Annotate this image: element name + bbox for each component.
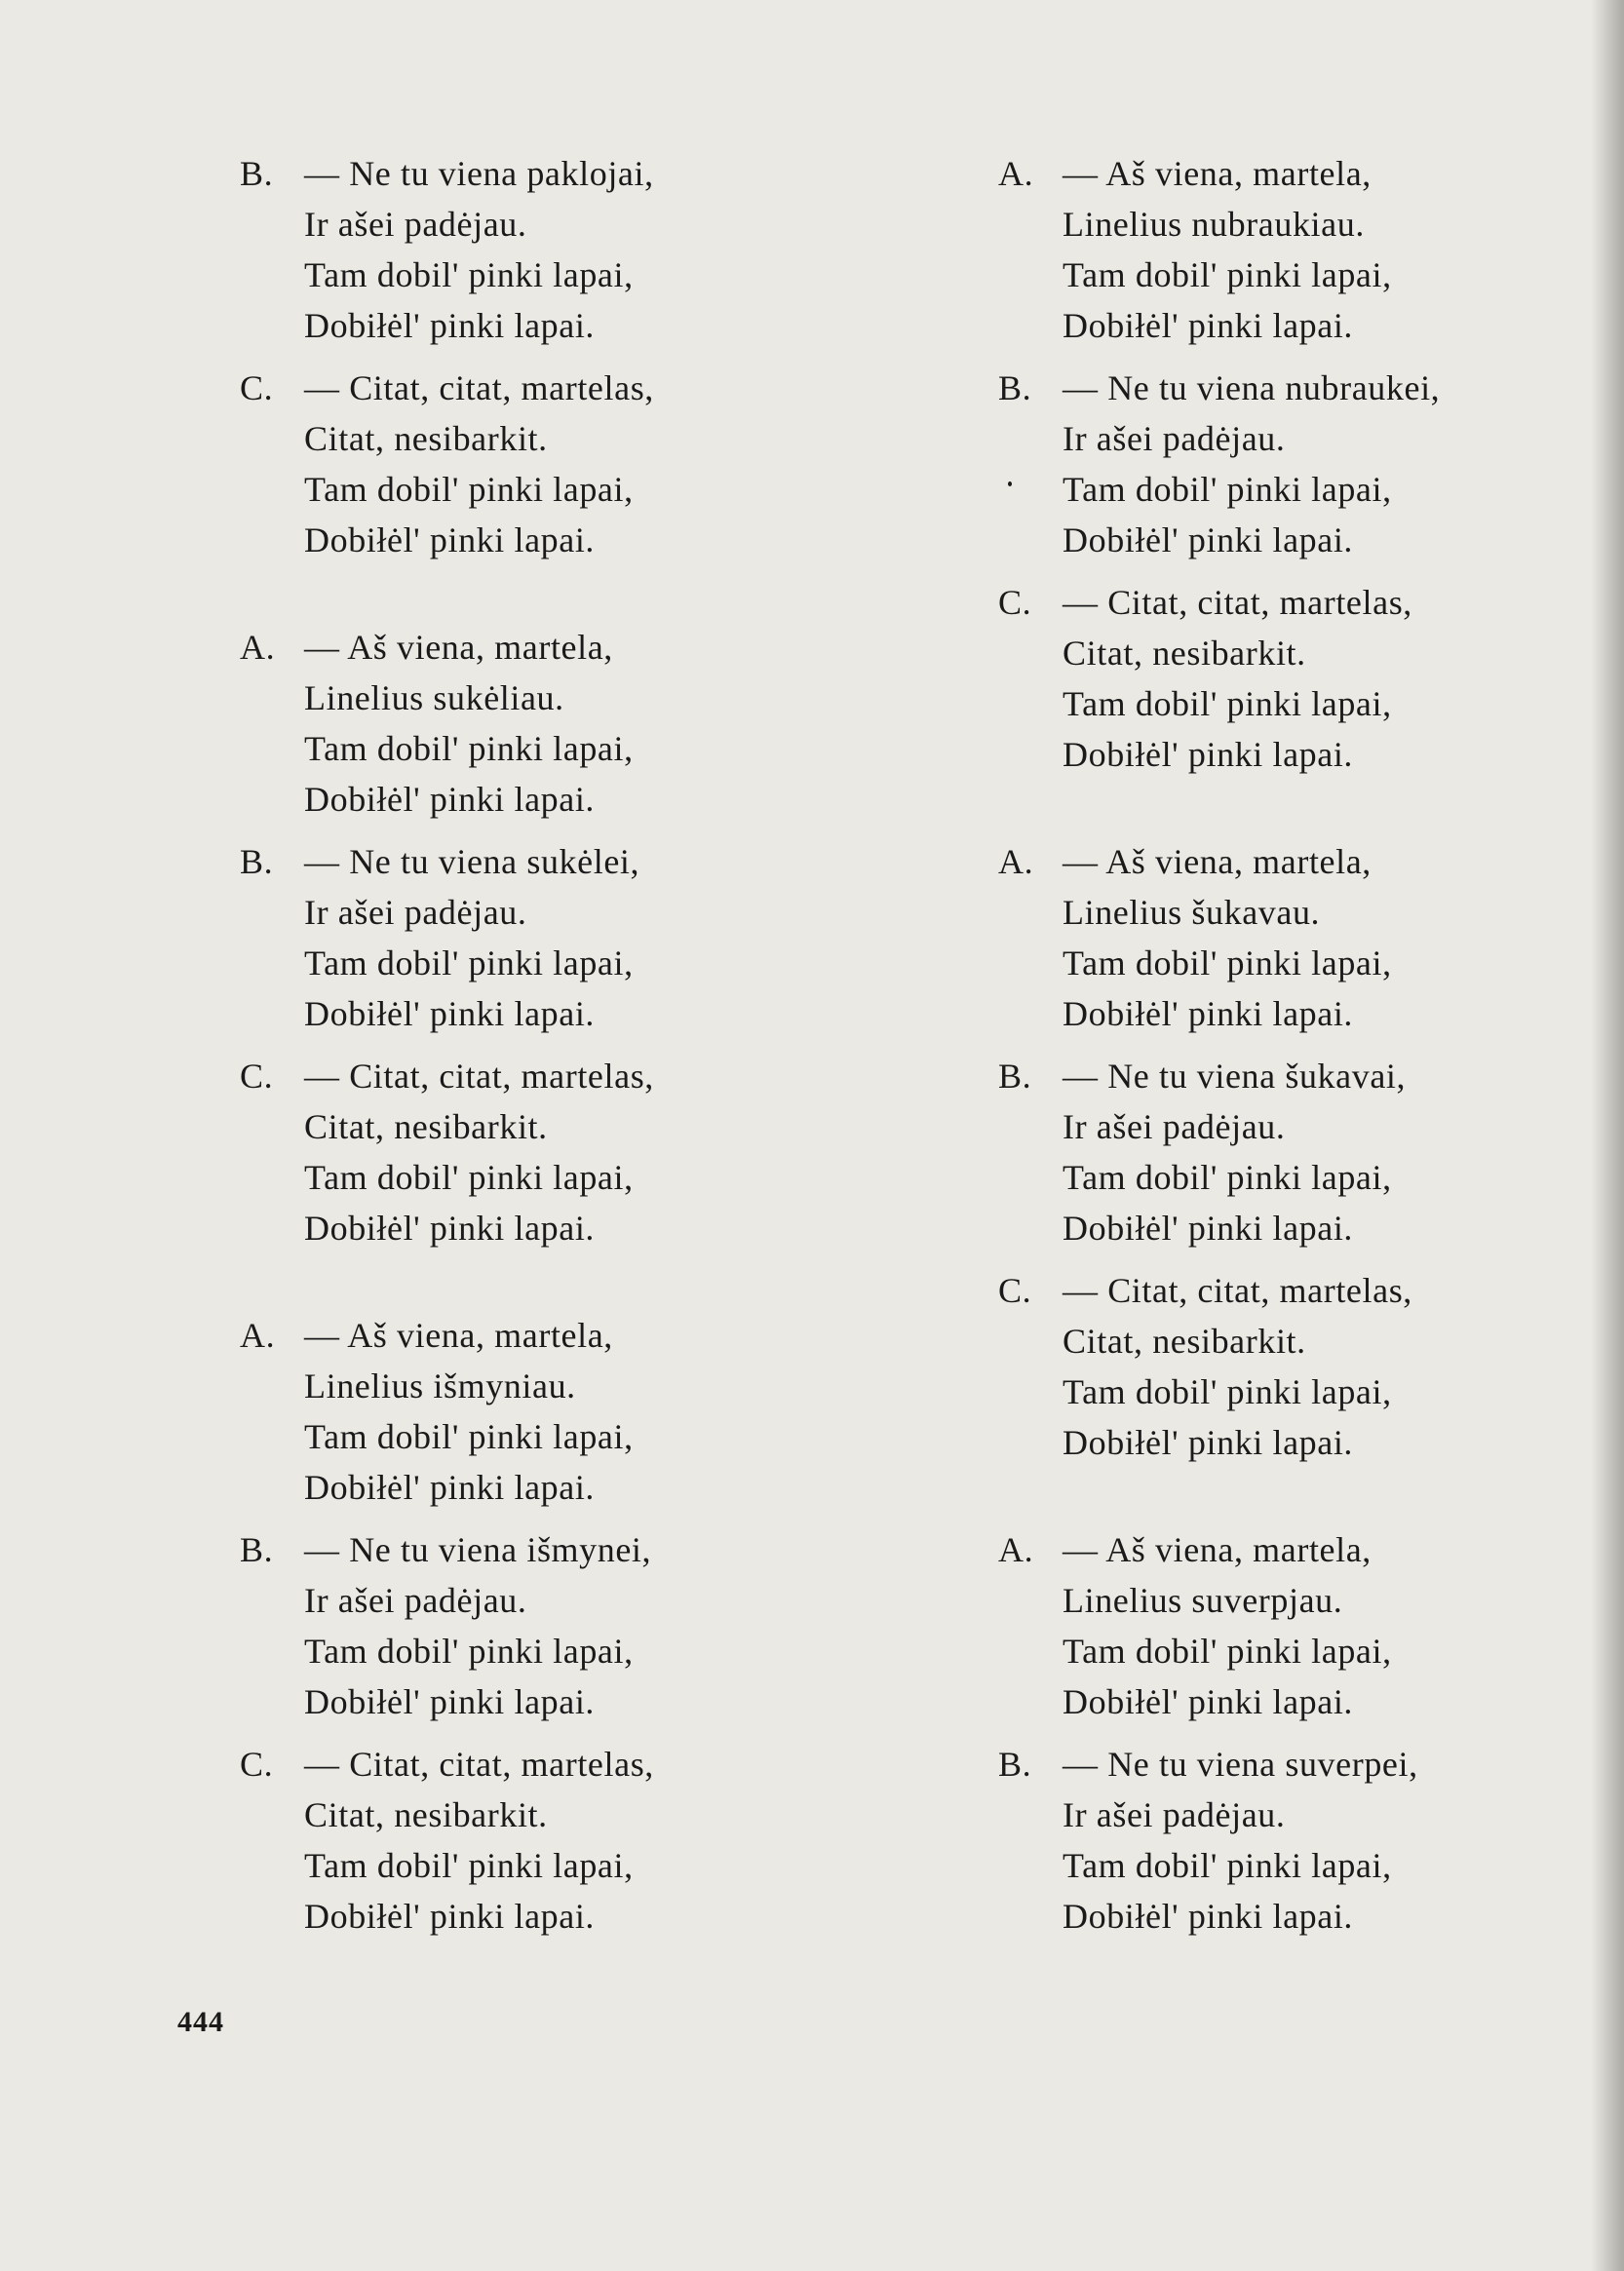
refrain-line: Dobiłėl' pinki lapai. bbox=[1063, 994, 1354, 1033]
page-number: 444 bbox=[177, 2006, 224, 2038]
refrain-line: Tam dobil' pinki lapai, bbox=[1063, 943, 1392, 982]
speaker-label: B. bbox=[240, 842, 274, 881]
stanza bbox=[240, 1310, 922, 1513]
speaker-label: B. bbox=[998, 1057, 1032, 1096]
speaker-label: A. bbox=[998, 1530, 1034, 1569]
verse-line: Citat, nesibarkit. bbox=[1063, 1322, 1306, 1361]
speaker-label: C. bbox=[998, 583, 1032, 622]
refrain-line: Tam dobil' pinki lapai, bbox=[304, 943, 634, 982]
refrain-line: Dobiłėl' pinki lapai. bbox=[1063, 1897, 1354, 1936]
refrain-line: Tam dobil' pinki lapai, bbox=[1063, 1372, 1392, 1411]
stanza bbox=[998, 1524, 1624, 1727]
refrain-line: Dobiłėl' pinki lapai. bbox=[1063, 1209, 1354, 1248]
stanza bbox=[240, 363, 922, 565]
refrain-line: Tam dobil' pinki lapai, bbox=[304, 1632, 634, 1671]
print-speck bbox=[1008, 481, 1012, 486]
refrain-line: Dobiłėl' pinki lapai. bbox=[304, 1209, 596, 1248]
stanza bbox=[240, 1051, 922, 1253]
refrain-line: Tam dobil' pinki lapai, bbox=[1063, 470, 1392, 509]
refrain-line: Dobiłėl' pinki lapai. bbox=[304, 1682, 596, 1721]
verse-line: — Citat, citat, martelas, bbox=[1063, 583, 1412, 622]
verse-line: — Aš viena, martela, bbox=[1063, 1530, 1372, 1569]
verse-line: Ir ašei padėjau. bbox=[304, 205, 527, 244]
verse-line: — Aš viena, martela, bbox=[304, 1316, 613, 1355]
speaker-label: C. bbox=[240, 368, 274, 407]
verse-line: Ir ašei padėjau. bbox=[1063, 1795, 1286, 1834]
verse-line: — Ne tu viena paklojai, bbox=[304, 154, 654, 193]
refrain-line: Tam dobil' pinki lapai, bbox=[1063, 1632, 1392, 1671]
refrain-line: Tam dobil' pinki lapai, bbox=[1063, 1846, 1392, 1885]
refrain-line: Dobiłėl' pinki lapai. bbox=[304, 1897, 596, 1936]
verse-line: Citat, nesibarkit. bbox=[304, 1107, 548, 1146]
refrain-line: Tam dobil' pinki lapai, bbox=[304, 729, 634, 768]
speaker-label: A. bbox=[998, 842, 1034, 881]
refrain-line: Dobiłėl' pinki lapai. bbox=[304, 520, 596, 559]
refrain-line: Dobiłėl' pinki lapai. bbox=[1063, 520, 1354, 559]
refrain-line: Tam dobil' pinki lapai, bbox=[304, 1846, 634, 1885]
right-column bbox=[998, 148, 1624, 1942]
verse-line: Ir ašei padėjau. bbox=[1063, 419, 1286, 458]
refrain-line: Dobiłėl' pinki lapai. bbox=[1063, 1682, 1354, 1721]
refrain-line: Dobiłėl' pinki lapai. bbox=[304, 780, 596, 819]
stanza bbox=[998, 363, 1624, 565]
verse-line: — Aš viena, martela, bbox=[1063, 842, 1372, 881]
refrain-line: Tam dobil' pinki lapai, bbox=[1063, 684, 1392, 723]
left-column bbox=[240, 148, 922, 1942]
verse-line: Citat, nesibarkit. bbox=[1063, 634, 1306, 673]
verse-line: — Ne tu viena sukėlei, bbox=[304, 842, 640, 881]
verse-line: Ir ašei padėjau. bbox=[304, 893, 527, 932]
verse-line: — Citat, citat, martelas, bbox=[304, 1057, 654, 1096]
verse-line: — Citat, citat, martelas, bbox=[304, 1745, 654, 1784]
stanza bbox=[240, 1739, 922, 1942]
refrain-line: Tam dobil' pinki lapai, bbox=[304, 255, 634, 294]
refrain-line: Dobiłėl' pinki lapai. bbox=[304, 994, 596, 1033]
stanza bbox=[240, 836, 922, 1039]
stanza bbox=[998, 148, 1624, 351]
verse-line: Ir ašei padėjau. bbox=[304, 1581, 527, 1620]
verse-line: — Ne tu viena išmynei, bbox=[304, 1530, 652, 1569]
verse-line: — Ne tu viena suverpei, bbox=[1063, 1745, 1418, 1784]
stanza bbox=[998, 1739, 1624, 1942]
stanza bbox=[240, 622, 922, 825]
stanza bbox=[998, 836, 1624, 1039]
refrain-line: Dobiłėl' pinki lapai. bbox=[1063, 1423, 1354, 1462]
verse-line: Linelius išmyniau. bbox=[304, 1366, 576, 1405]
stanza bbox=[998, 1265, 1624, 1468]
refrain-line: Tam dobil' pinki lapai, bbox=[1063, 1158, 1392, 1197]
speaker-label: A. bbox=[240, 1316, 276, 1355]
verse-line: — Aš viena, martela, bbox=[304, 628, 613, 667]
stanza bbox=[998, 1051, 1624, 1253]
verse-line: — Ne tu viena šukavai, bbox=[1063, 1057, 1407, 1096]
verse-line: — Aš viena, martela, bbox=[1063, 154, 1372, 193]
verse-line: Linelius nubraukiau. bbox=[1063, 205, 1365, 244]
refrain-line: Tam dobil' pinki lapai, bbox=[304, 470, 634, 509]
stanza bbox=[240, 148, 922, 351]
refrain-line: Tam dobil' pinki lapai, bbox=[1063, 255, 1392, 294]
verse-line: Linelius suverpjau. bbox=[1063, 1581, 1343, 1620]
verse-line: Linelius sukėliau. bbox=[304, 678, 564, 717]
refrain-line: Tam dobil' pinki lapai, bbox=[304, 1158, 634, 1197]
verse-line: Citat, nesibarkit. bbox=[304, 1795, 548, 1834]
page-edge-shadow bbox=[1591, 0, 1624, 2271]
verse-line: Ir ašei padėjau. bbox=[1063, 1107, 1286, 1146]
refrain-line: Dobiłėl' pinki lapai. bbox=[304, 306, 596, 345]
stanza bbox=[998, 577, 1624, 780]
refrain-line: Dobiłėl' pinki lapai. bbox=[304, 1468, 596, 1507]
verse-line: Citat, nesibarkit. bbox=[304, 419, 548, 458]
speaker-label: C. bbox=[240, 1057, 274, 1096]
verse-line: Linelius šukavau. bbox=[1063, 893, 1321, 932]
speaker-label: C. bbox=[998, 1271, 1032, 1310]
speaker-label: B. bbox=[240, 154, 274, 193]
verse-line: — Ne tu viena nubraukei, bbox=[1063, 368, 1441, 407]
speaker-label: B. bbox=[240, 1530, 274, 1569]
speaker-label: B. bbox=[998, 1745, 1032, 1784]
refrain-line: Tam dobil' pinki lapai, bbox=[304, 1417, 634, 1456]
speaker-label: C. bbox=[240, 1745, 274, 1784]
speaker-label: A. bbox=[240, 628, 276, 667]
verse-line: — Citat, citat, martelas, bbox=[304, 368, 654, 407]
speaker-label: A. bbox=[998, 154, 1034, 193]
refrain-line: Dobiłėl' pinki lapai. bbox=[1063, 735, 1354, 774]
speaker-label: B. bbox=[998, 368, 1032, 407]
refrain-line: Dobiłėl' pinki lapai. bbox=[1063, 306, 1354, 345]
stanza bbox=[240, 1524, 922, 1727]
verse-line: — Citat, citat, martelas, bbox=[1063, 1271, 1412, 1310]
